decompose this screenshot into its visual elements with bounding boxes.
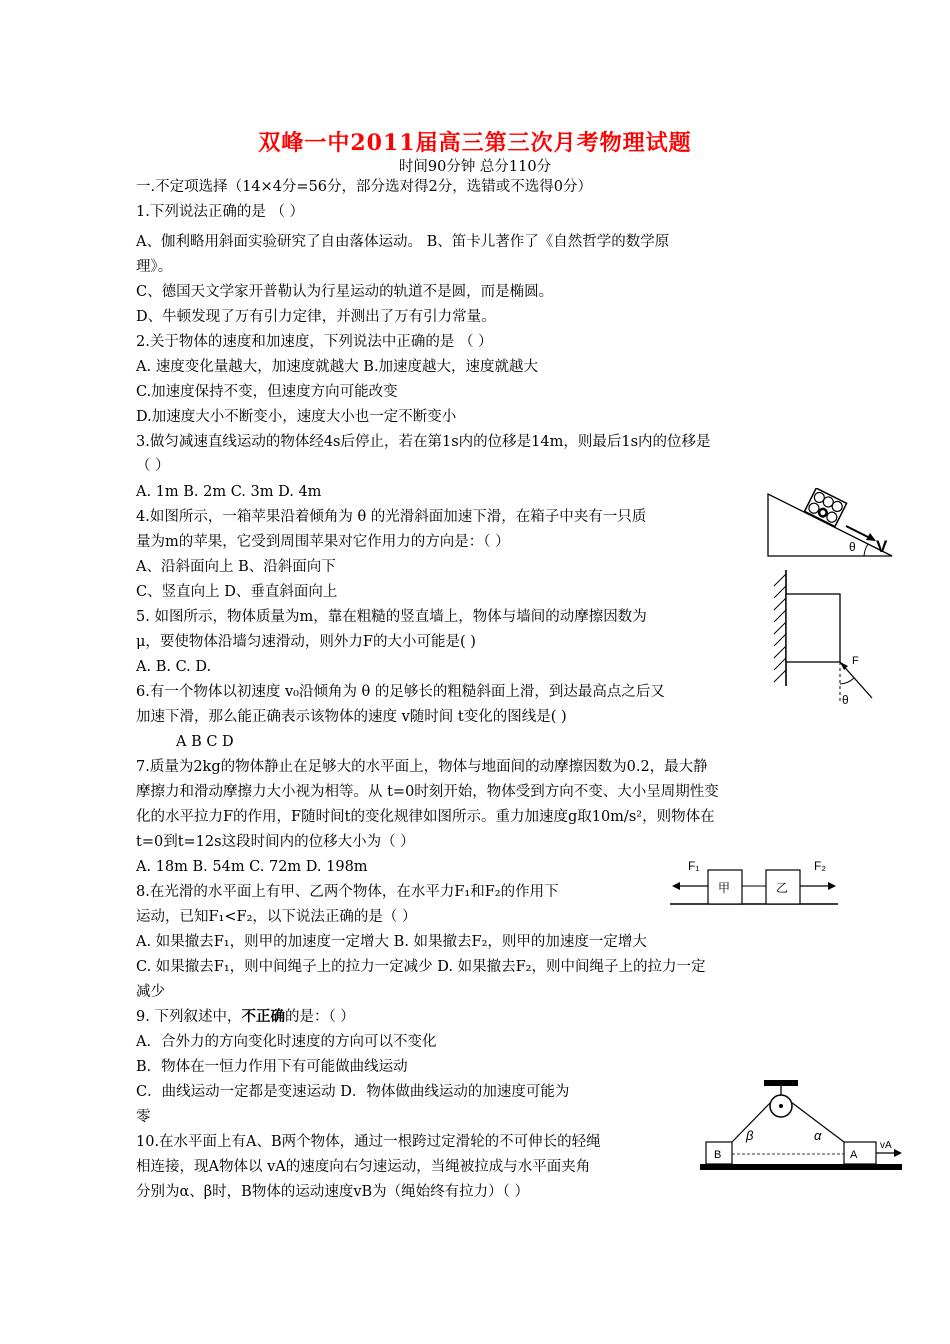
q9-option-a: A．合外力的方向变化时速度的方向可以不变化 [136,1034,437,1050]
q6-stem: 6.有一个物体以初速度 v₀沿倾角为 θ 的足够长的粗糙斜面上滑，到达最高点之后又 [136,684,665,700]
block-jia-label: 甲 [718,881,731,895]
two-blocks-figure [668,856,840,912]
q9-option-b: B．物体在一恒力作用下有可能做曲线运动 [136,1059,408,1075]
q1-option-b-cont: 理》。 [136,259,173,275]
q8-option-ab: A. 如果撤去F₁，则甲的加速度一定增大 B. 如果撤去F₂，则甲的加速度一定增大 [136,934,647,950]
q1-option-d: D、牛顿发现了万有引力定律，并测出了万有引力常量。 [136,309,496,325]
q9-stem-post: 的是：（ ） [284,1009,355,1025]
q8-stem-cont: 运动，已知F₁<F₂，以下说法正确的是（ ） [136,909,417,925]
q7-stem-cont2: 化的水平拉力F的作用，F随时间t的变化规律如图所示。重力加速度g取10m/s²，则物体在 [136,809,715,825]
block-a-label: A [850,1149,858,1161]
velocity-label: V [876,537,888,556]
alpha-label: α [814,1128,822,1143]
q7-stem: 7.质量为2kg的物体静止在足够大的水平面上，物体与地面间的动摩擦因数为0.2，最大静 [136,759,708,775]
q2-stem: 2.关于物体的速度和加速度，下列说法中正确的是 （ ） [136,334,493,350]
q1-option-ab: A、伽利略用斜面实验研究了自由落体运动。 B、笛卡儿著作了《自然哲学的数学原 [136,234,670,250]
theta-label: θ [842,693,849,707]
q4-option-ab: A、沿斜面向上 B、沿斜面向下 [136,559,336,575]
pulley-system-figure [698,1078,904,1176]
q1-option-c: C、德国天文学家开普勒认为行星运动的轨道不是圆，而是椭圆。 [136,284,554,300]
force-label: F [852,655,859,667]
q9-option-d-cont: 零 [136,1109,151,1125]
q6-options: A B C D [176,734,234,750]
q8-option-d-cont: 减少 [136,984,165,1000]
q10-stem-cont2: 分别为α、β时，B物体的运动速度vB为（绳始终有拉力）（ ） [136,1184,530,1200]
q2-option-ab: A. 速度变化量越大，加速度就越大 B.加速度越大，速度就越大 [136,359,539,375]
theta-label: θ [849,540,856,554]
incline-apple-box-figure [764,488,896,560]
q6-stem-cont: 加速下滑，那么能正确表示该物体的速度 v随时间 t变化的图线是( ) [136,709,567,725]
f2-label: F₂ [814,859,826,873]
q3-options: A. 1m B. 2m C. 3m D. 4m [136,484,322,500]
q9-stem-pre: 9. 下列叙述中， [136,1009,242,1025]
q8-option-cd: C. 如果撤去F₁，则中间绳子上的拉力一定减少 D. 如果撤去F₂，则中间绳子上的拉力一定 [136,959,706,975]
q5-stem: 5. 如图所示，物体质量为m，靠在粗糙的竖直墙上，物体与墙间的动摩擦因数为 [136,609,647,625]
q7-options: A. 18m B. 54m C. 72m D. 198m [136,859,368,875]
q2-option-d: D.加速度大小不断变小，速度大小也一定不断变小 [136,409,457,425]
block-yi-label: 乙 [776,881,789,895]
velocity-a-label: vA [880,1140,892,1151]
q10-stem-cont1: 相连接，现A物体以 vA的速度向右匀速运动，当绳被拉成与水平面夹角 [136,1159,591,1175]
q4-stem-cont: 量为m的苹果，它受到周围苹果对它作用力的方向是：（ ） [136,534,510,550]
exam-title: 双峰一中2011届高三第三次月考物理试题 [258,130,692,156]
q1-stem: 1.下列说法正确的是 （ ） [136,204,305,220]
q2-option-c: C.加速度保持不变，但速度方向可能改变 [136,384,398,400]
q8-stem: 8.在光滑的水平面上有甲、乙两个物体，在水平力F₁和F₂的作用下 [136,884,559,900]
beta-label: β [746,1128,754,1143]
section-heading: 一.不定项选择（14×4分=56分，部分选对得2分，选错或不选得0分） [136,179,592,195]
q9-stem-emphasis: 不正确 [241,1008,285,1025]
q4-stem: 4.如图所示，一箱苹果沿着倾角为 θ 的光滑斜面加速下滑，在箱子中夹有一只质 [136,509,647,525]
q5-options: A. B. C. D. [136,659,212,675]
q10-stem: 10.在水平面上有A、B两个物体，通过一根跨过定滑轮的不可伸长的轻绳 [136,1134,601,1150]
q7-stem-cont1: 摩擦力和滑动摩擦力大小视为相等。从 t=0时刻开始，物体受到方向不变、大小呈周期性变 [136,784,719,800]
q9-stem [136,1007,355,1027]
q4-option-cd: C、竖直向上 D、垂直斜面向上 [136,584,338,600]
f1-label: F₁ [688,859,700,873]
wall-block-figure [768,568,878,710]
exam-subtitle: 时间90分钟 总分110分 [398,159,552,175]
q7-stem-cont3: t=0到t=12s这段时间内的位移大小为（ ） [136,834,415,850]
block-b-label: B [714,1149,722,1161]
q3-stem-cont: （ ） [136,458,170,474]
q3-stem: 3.做匀减速直线运动的物体经4s后停止，若在第1s内的位移是14m，则最后1s内的位移是 [136,434,711,450]
q5-stem-cont: μ，要使物体沿墙匀速滑动，则外力F的大小可能是( ) [136,634,476,650]
q9-option-cd: C．曲线运动一定都是变速运动 D．物体做曲线运动的加速度可能为 [136,1084,570,1100]
